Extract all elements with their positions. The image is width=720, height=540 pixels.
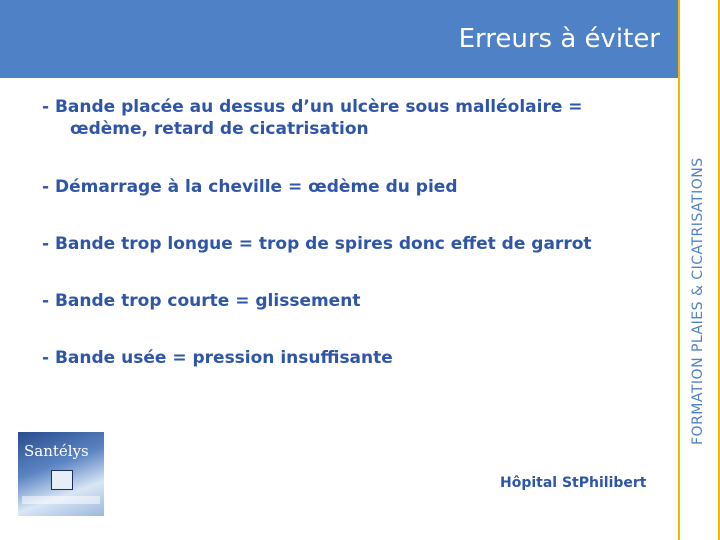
bullet-item xyxy=(42,233,592,255)
slide-title: Erreurs à éviter xyxy=(458,24,660,54)
title-banner xyxy=(0,0,678,78)
crest-icon xyxy=(51,470,73,490)
bullet-text: - Démarrage à la cheville = œdème du pied xyxy=(42,177,458,197)
bullet-text: - Bande usée = pression insuffisante xyxy=(42,348,393,368)
logo-band xyxy=(22,496,100,504)
bullet-item xyxy=(42,96,583,140)
footer-hospital: Hôpital StPhilibert xyxy=(500,475,647,491)
sidebar-label: FORMATION PLAIES & CICATRISATIONS xyxy=(690,157,706,445)
logo-wordmark: Santélys xyxy=(24,442,89,460)
bullet-text: - Bande trop courte = glissement xyxy=(42,291,361,311)
bullet-item xyxy=(42,176,458,198)
santelys-logo xyxy=(18,432,104,516)
bullet-text-continued: œdème, retard de cicatrisation xyxy=(70,119,369,139)
bullet-item xyxy=(42,290,360,312)
bullet-text: - Bande placée au dessus d’un ulcère sous malléolaire = xyxy=(42,97,583,117)
bullet-text: - Bande trop longue = trop de spires donc effet de garrot xyxy=(42,234,592,254)
bullet-item xyxy=(42,347,393,369)
